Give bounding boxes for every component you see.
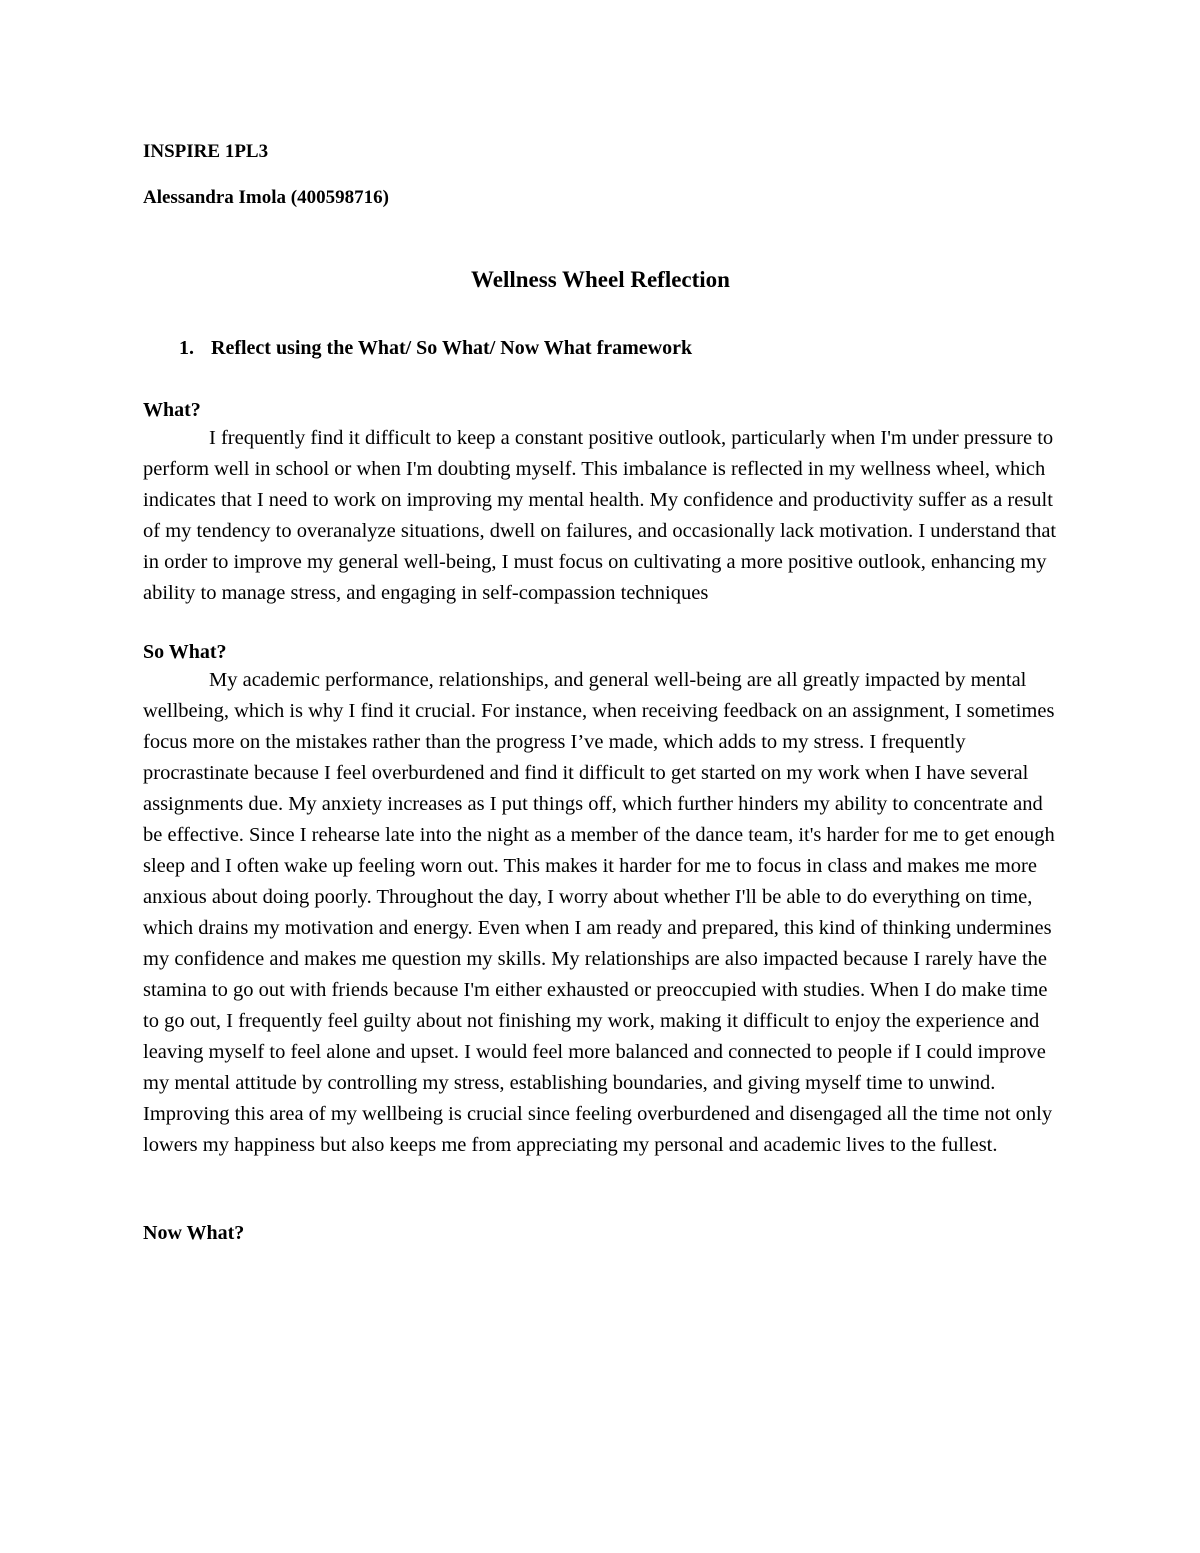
section-body-so-what: My academic performance, relationships, and general well-being are all greatly impacted by mental wellbeing, which is why I find it crucial. For instance, when receiving feedback on an assignment, I sometimes focus more on the mistakes rather than the progress I’ve made, which adds to my stress. I frequently procrastinate because I feel overburdened and find it difficult to get started on my work when I have several assignments due. My anxiety increases as I put things off, which further hinders my ability to concentrate and be effective. Since I rehearse late into the night as a member of the dance team, it's harder for me to get enough sleep and I often wake up feeling worn out. This makes it harder for me to focus in class and makes me more anxious about doing poorly. Throughout the day, I worry about whether I'll be able to do everything on time, which drains my motivation and energy. Even when I am ready and prepared, this kind of thinking undermines my confidence and makes me question my skills. My relationships are also impacted because I rarely have the stamina to go out with friends because I'm either exhausted or preoccupied with studies. When I do make time to go out, I frequently feel guilty about not finishing my work, making it difficult to enjoy the experience and leaving myself to feel alone and upset. I would feel more balanced and connected to people if I could improve my mental attitude by controlling my stress, establishing boundaries, and giving myself time to unwind. Improving this area of my wellbeing is crucial since feeling overburdened and disengaged all the time not only lowers my happiness but also keeps me from appreciating my personal and academic lives to the fullest. bbox=[143, 669, 1055, 1156]
document-page bbox=[143, 140, 1058, 1246]
section-heading-so-what: So What? bbox=[143, 641, 227, 663]
author-name: Alessandra Imola (400598716) bbox=[143, 187, 389, 208]
section-heading-what: What? bbox=[143, 399, 201, 421]
document-title: Wellness Wheel Reflection bbox=[471, 267, 730, 292]
course-code: INSPIRE 1PL3 bbox=[143, 141, 269, 162]
question-number: 1. bbox=[179, 337, 194, 359]
question-item bbox=[143, 335, 1058, 361]
question-text: Reflect using the What/ So What/ Now What framework bbox=[211, 337, 693, 359]
section-body-what: I frequently find it difficult to keep a constant positive outlook, particularly when I'm under pressure to perform well in school or when I'm doubting myself. This imbalance is reflected in my wellness wheel, which indicates that I need to work on improving my mental health. My confidence and productivity suffer as a result of my tendency to overanalyze situations, dwell on failures, and occasionally lack motivation. I understand that in order to improve my general well-being, I must focus on cultivating a more positive outlook, enhancing my ability to manage stress, and engaging in self-compassion techniques bbox=[143, 427, 1057, 604]
section-heading-now-what: Now What? bbox=[143, 1222, 245, 1244]
